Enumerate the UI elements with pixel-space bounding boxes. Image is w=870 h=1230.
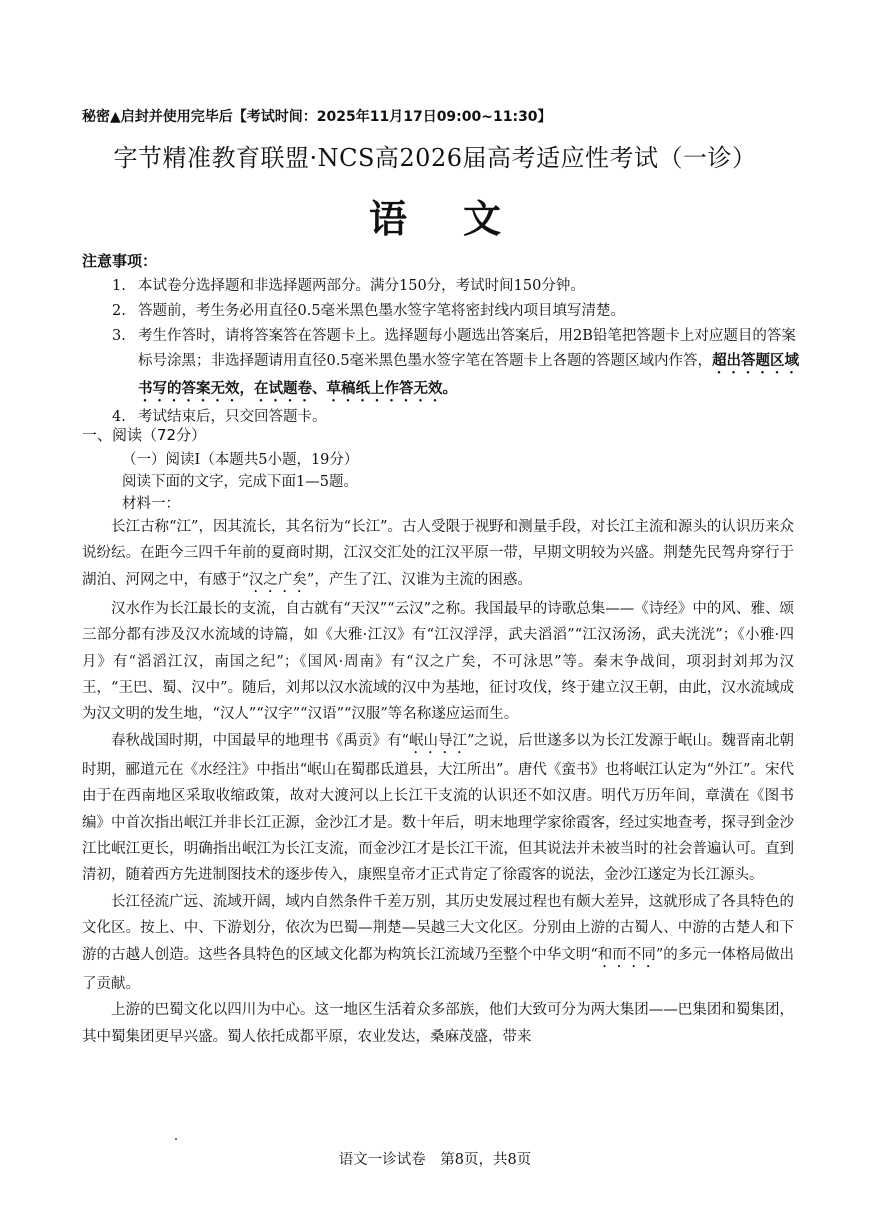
notice-item: [112, 299, 802, 324]
notice-text: 考试结束后，只交回答题卡。: [138, 409, 327, 425]
paragraph-text: 上游的巴蜀文化以四川为中心。这一地区生活着众多部族，他们大致可分为两大集团——巴集团和蜀集团，其中蜀集团更早兴盛。蜀人依托成都平原，农业发达，桑麻茂盛，带来: [82, 1002, 794, 1045]
paragraph-text: ”之说，后世遂多以为长江发源于岷山。魏晋南北朝时期，郦道元在《水经注》中指出“岷山在蜀郡氐道县，大江所出”。唐代《蛮书》也将岷江认定为“外江”。宋代由于在西南地区采取收缩政策，故对大渡河以上长江干支流的认识还不如汉唐。明代万历年间，章潢在《图书编》中首次指出岷江并非长江正源，金沙江才是。数十年后，明末地理学家徐霞客，经过实地查考，探寻到金沙江比岷江更长，明确指出岷江为长江支流，而金沙江才是长江干流，但其说法并未被当时的社会普遍认可。直到清初，随着西方先进制图技术的逐步传入，康熙皇帝才正式肯定了徐霞客的说法，金沙江遂定为长江源头。: [82, 732, 794, 884]
notice-text: 本试卷分选择题和非选择题两部分。满分150分，考试时间150分钟。: [138, 278, 585, 294]
notice-text: [138, 324, 802, 405]
notice-item: [112, 405, 802, 430]
notice-heading: 注意事项：: [82, 252, 158, 270]
notice-number: 4.: [112, 409, 126, 425]
notice-item: [112, 324, 802, 405]
paragraph: [82, 889, 794, 997]
notice-list: [112, 274, 802, 430]
instruction: 阅读下面的文字，完成下面1—5题。: [122, 474, 358, 490]
part-heading: （一）阅读I（本题共5小题，19分）: [122, 452, 359, 468]
notice-text-plain: 考生作答时，请将答案答在答题卡上。选择题每小题选出答案后，用2B铅笔把答题卡上对应题目的答案标号涂黑；非选择题请用直径0.5毫米黑色墨水签字笔在答题卡上各题的答题区域内作答，: [138, 328, 796, 369]
notice-emphasis: 超出答题区域书写的答案无效，在试题卷、草稿纸上作答无效。: [138, 353, 800, 397]
paragraph-text: 长江径流广远、流域开阔，域内自然条件千差万别，其历史发展过程也有颇大差异，这就形成了各具特色的文化区。按上、中、下游划分，依次为巴蜀—荆楚—吴越三大文化区。分别由上游的古蜀人、中游的古楚人和下游的古越人创造。这些各具特色的区域文化都为构筑长江流域乃至整个中华文明“: [82, 893, 794, 963]
scan-speck: [175, 1138, 177, 1140]
notice-text: 答题前，考生务必用直径0.5毫米黑色墨水签字笔将密封线内项目填写清楚。: [138, 303, 626, 319]
paragraph: [82, 596, 794, 728]
exam-title: 字节精准教育联盟·NCS高2026届高考适应性考试（一诊）: [113, 144, 757, 172]
section-heading: 一、阅读（72分）: [82, 426, 207, 444]
notice-number: 1.: [112, 278, 126, 294]
confidential-line: 秘密▲启封并使用完毕后【考试时间：2025年11月17日09:00~11:30】: [82, 109, 552, 125]
paragraph: [82, 514, 794, 596]
notice-number: 3.: [112, 328, 126, 344]
dotted-phrase: 岷山导江: [408, 732, 468, 749]
paragraph: [82, 728, 794, 889]
paragraph-text: ”的多元一体格局做出了贡献。: [82, 946, 794, 992]
page-footer: 语文一诊试卷 第8页，共8页: [338, 1152, 532, 1168]
paragraph-text: 春秋战国时期，中国最早的地理书《禹贡》有“: [111, 732, 409, 749]
paragraph-text: 汉水作为长江最长的支流，自古就有“天汉”“云汉”之称。我国最早的诗歌总集——《诗经》中的风、雅、颂三部分都有涉及汉水流域的诗篇，如《大雅·江汉》有“江汉浮浮，武夫滔滔”“江汉汤汤，武夫洸洸”；《小雅·四月》有“滔滔江汉，南国之纪”；《国风·周南》有“汉之广矣，不可泳思”等。秦末争战间，项羽封刘邦为汉王，“王巴、蜀、汉中”。随后，刘邦以汉水流域的汉中为基地，征讨攻伐，终于建立汉王朝，由此，汉水流域成为汉文明的发生地，“汉人”“汉字”“汉语”“汉服”等名称遂应运而生。: [82, 600, 794, 723]
dotted-phrase: 汉之广矣: [248, 571, 307, 588]
material-label: 材料一：: [122, 496, 180, 512]
dotted-phrase: 和而不同: [597, 946, 656, 963]
subject-title: 语文: [368, 197, 557, 241]
reading-passage: [82, 514, 794, 1050]
notice-item: [112, 274, 802, 299]
paragraph-text: 长江古称“江”，因其流长，其名衍为“长江”。古人受限于视野和测量手段，对长江主流和源头的认识历来众说纷纭。在距今三四千年前的夏商时期，江汉交汇处的江汉平原一带，早期文明较为兴盛。荆楚先民驾舟穿行于湖泊、河网之中，有感于“: [82, 519, 794, 588]
paragraph: [82, 997, 794, 1050]
paragraph-text: ”，产生了江、汉谁为主流的困惑。: [306, 571, 532, 588]
notice-number: 2.: [112, 303, 126, 319]
